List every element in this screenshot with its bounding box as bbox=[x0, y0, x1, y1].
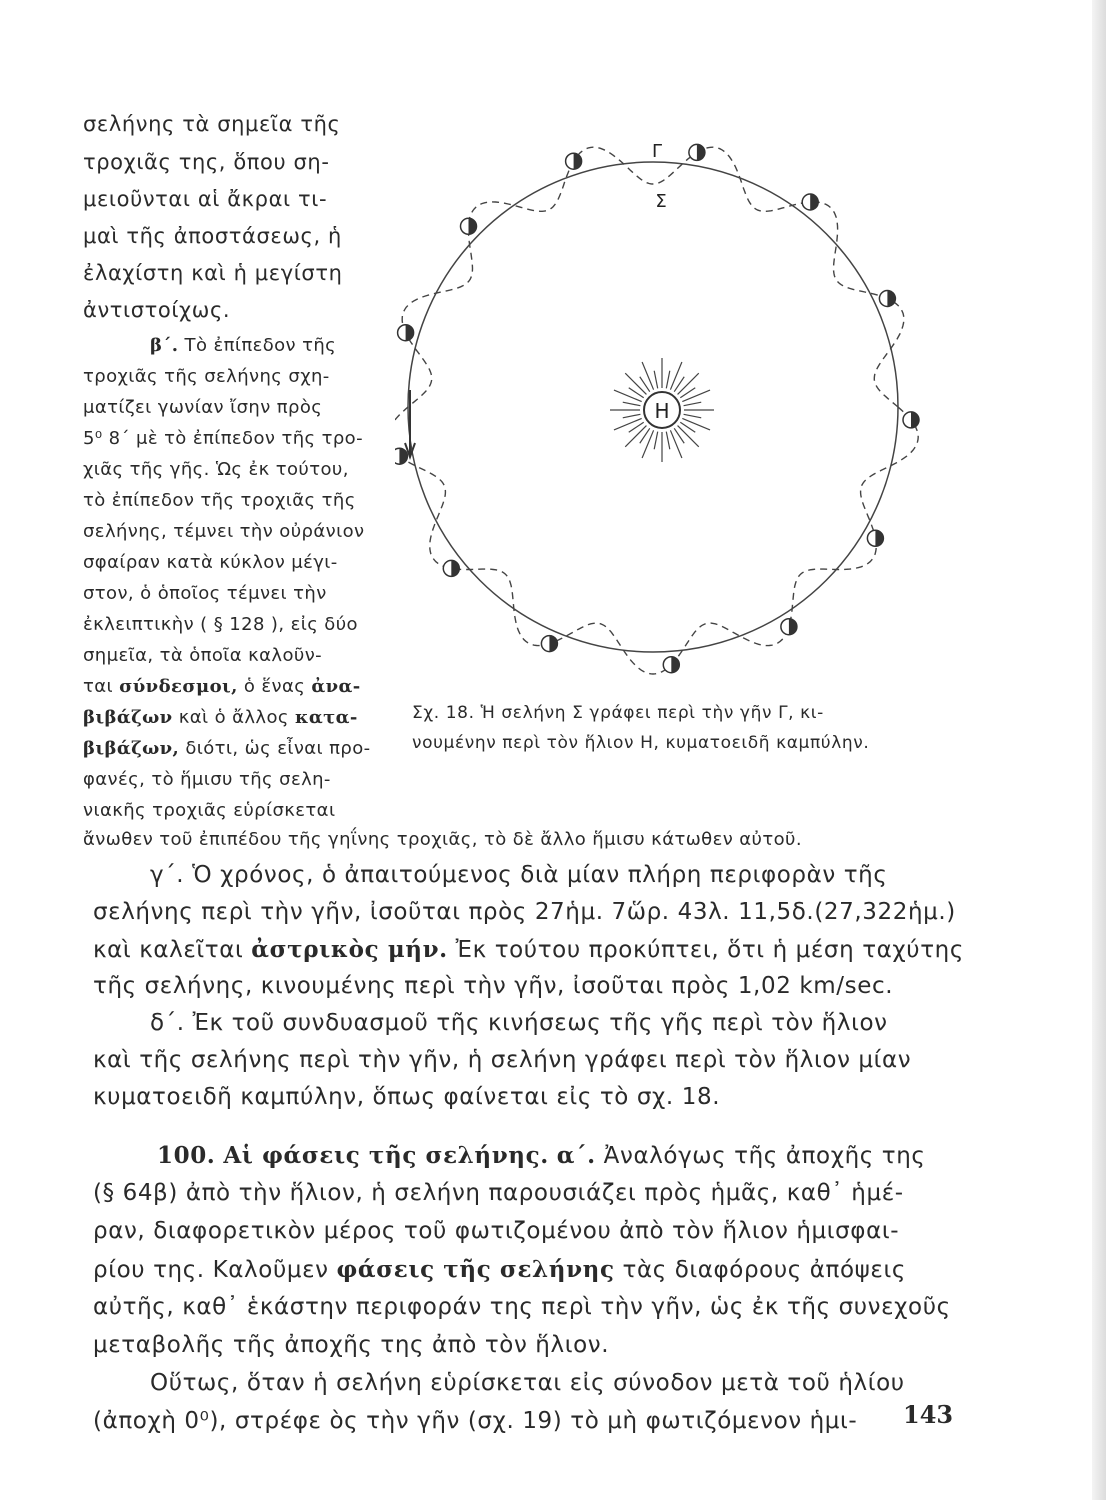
sun-ray bbox=[642, 362, 653, 390]
text-span: ρίου της. Καλοῦμεν bbox=[93, 1257, 329, 1283]
text-line: 5⁰ 8΄ μὲ τὸ ἐπίπεδον τῆς τρο- bbox=[83, 428, 363, 449]
text-line: Οὕτως, ὅταν ἡ σελήνη εὑρίσκεται εἰς σύνοδον μετὰ τοῦ ἡλίου bbox=[150, 1370, 905, 1396]
moon-shade bbox=[574, 153, 582, 169]
text-line: τροχιᾶς της, ὅπου ση- bbox=[83, 150, 330, 174]
orbit-figure bbox=[395, 135, 955, 680]
figure-caption-line: νουμένην περὶ τὸν ἥλιον Η, κυματοειδῆ καμπύλην. bbox=[412, 733, 870, 753]
text-span: ὁ ἕνας bbox=[243, 676, 306, 697]
earth-label: Γ bbox=[651, 141, 663, 162]
sun-ray bbox=[614, 418, 642, 429]
text-line: αὐτῆς, καθ᾽ ἑκάστην περιφοράν της περὶ τὴν γῆν, ὡς ἐκ τῆς συνεχοῦς bbox=[93, 1294, 951, 1320]
term-syndesmoi: σύνδεσμοι, bbox=[119, 676, 238, 697]
text-line: δ΄. Ἐκ τοῦ συνδυασμοῦ τῆς κινήσεως τῆς γῆς περὶ τὸν ἥλιον bbox=[150, 1010, 888, 1036]
moon-shade bbox=[451, 560, 459, 576]
text-span: διότι, ὡς εἶναι προ- bbox=[185, 738, 371, 759]
moon-shade bbox=[911, 412, 919, 428]
section-100-line-1 bbox=[157, 1142, 926, 1169]
moon-label: Σ bbox=[655, 191, 667, 212]
text-line: νιακῆς τροχιᾶς εὑρίσκεται bbox=[83, 800, 336, 821]
text-line: χιᾶς τῆς γῆς. Ὡς ἐκ τούτου, bbox=[83, 459, 349, 480]
sun-ray bbox=[623, 402, 641, 406]
sun-ray bbox=[670, 430, 681, 458]
text-line: ἐκλειπτικὴν ( § 128 ), εἰς δύο bbox=[83, 614, 358, 635]
text-line: τὸ ἐπίπεδον τῆς τροχιᾶς τῆς bbox=[83, 490, 356, 511]
section-number: 100. bbox=[157, 1142, 216, 1169]
text-line: ἀντιστοίχως. bbox=[83, 298, 231, 322]
moon-shade bbox=[875, 530, 883, 546]
beta-line-14 bbox=[83, 738, 371, 759]
section-100-line-4 bbox=[93, 1256, 906, 1283]
sun-ray bbox=[670, 362, 681, 390]
figure-caption-line: Σχ. 18. Ἡ σελήνη Σ γράφει περὶ τὴν γῆν Γ, κι- bbox=[412, 703, 824, 723]
text-span: τὰς διαφόρους ἀπόψεις bbox=[622, 1257, 906, 1283]
term-katavivazon: βιβάζων, bbox=[83, 738, 180, 759]
text-line: σημεῖα, τὰ ὁποῖα καλοῦν- bbox=[83, 645, 323, 666]
beta-line-1 bbox=[150, 335, 336, 356]
section-title: Αἱ φάσεις τῆς σελήνης. bbox=[223, 1142, 549, 1169]
text-line: σελήνης, τέμνει τὴν οὐράνιον bbox=[83, 521, 365, 542]
text-line: μαὶ τῆς ἀποστάσεως, ἡ bbox=[83, 224, 342, 248]
moon-shade bbox=[469, 218, 477, 234]
sun-ray bbox=[654, 371, 658, 389]
text-line: σφαίραν κατὰ κύκλον μέγι- bbox=[83, 552, 338, 573]
text-line: τροχιᾶς τῆς σελήνης σχη- bbox=[83, 366, 330, 387]
beta-line-1-text: Τὸ ἐπίπεδον τῆς bbox=[184, 335, 337, 356]
text-span: Ἐκ τούτου προκύπτει, ὅτι ἡ μέση ταχύτης bbox=[455, 937, 964, 963]
text-line: (ἀποχὴ 0⁰), στρέφε ὸς τὴν γῆν (σχ. 19) τὸ μὴ φωτιζόμενον ἡμι- bbox=[93, 1408, 858, 1434]
text-line: φανές, τὸ ἥμισυ τῆς σελη- bbox=[83, 769, 331, 790]
sun-ray bbox=[678, 373, 699, 394]
sun-ray bbox=[642, 430, 653, 458]
text-line: ἐλαχίστη καὶ ἡ μεγίστη bbox=[83, 261, 343, 285]
sun-ray bbox=[625, 373, 646, 394]
text-span: Ἀναλόγως τῆς ἀποχῆς της bbox=[603, 1143, 926, 1169]
gamma-line-3 bbox=[93, 936, 964, 963]
text-line: ἄνωθεν τοῦ ἐπιπέδου τῆς γηΐνης τροχιᾶς, τὸ δὲ ἄλλο ἥμισυ κάτωθεν αὐτοῦ. bbox=[83, 829, 802, 850]
sun-ray bbox=[684, 414, 702, 418]
term-astrikos-min: ἀστρικὸς μήν. bbox=[251, 936, 448, 963]
moon-shade bbox=[789, 619, 797, 635]
term-anavivazon-part: ἀνα- bbox=[311, 676, 361, 697]
sun-ray bbox=[654, 432, 658, 450]
alpha-marker: α΄. bbox=[556, 1142, 596, 1169]
beta-marker: β΄. bbox=[150, 335, 179, 356]
sun-label: Η bbox=[654, 399, 670, 423]
text-span: καὶ καλεῖται bbox=[93, 937, 244, 963]
beta-line-13 bbox=[83, 707, 358, 728]
term-katavivazon-part: κατα- bbox=[294, 707, 358, 728]
text-line: ραν, διαφορετικὸν μέρος τοῦ φωτιζομένου ἀπὸ τὸν ἥλιον ἡμισφαι- bbox=[93, 1218, 900, 1244]
sun-ray bbox=[666, 371, 670, 389]
text-line: μεταβολῆς τῆς ἀποχῆς της ἀπὸ τὸν ἥλιον. bbox=[93, 1332, 610, 1358]
sun-ray bbox=[623, 414, 641, 418]
page-edge bbox=[1092, 0, 1106, 1500]
text-line: στον, ὁ ὁποῖος τέμνει τὴν bbox=[83, 583, 327, 604]
text-line: τῆς σελήνης, κινουμένης περὶ τὴν γῆν, ἰσοῦται πρὸς 1,02 km/sec. bbox=[93, 973, 894, 999]
moon-shade bbox=[671, 657, 679, 673]
sun-ray bbox=[682, 390, 710, 401]
sun-ray bbox=[625, 426, 646, 447]
text-span: ται bbox=[83, 676, 113, 697]
text-line: καὶ τῆς σελήνης περὶ τὴν γῆν, ἡ σελήνη γράφει περὶ τὸν ἥλιον μίαν bbox=[93, 1047, 912, 1073]
beta-line-12 bbox=[83, 676, 361, 697]
text-line: μειοῦνται αἱ ἄκραι τι- bbox=[83, 187, 328, 211]
text-line: σελήνης περὶ τὴν γῆν, ἰσοῦται πρὸς 27ἡμ. 7ὥρ. 43λ. 11,5δ.(27,322ἡμ.) bbox=[93, 899, 956, 925]
sun-ray bbox=[666, 432, 670, 450]
text-line: σελήνης τὰ σημεῖα τῆς bbox=[83, 112, 341, 136]
moon-shade bbox=[810, 194, 818, 210]
term-faseis: φάσεις τῆς σελήνης bbox=[336, 1256, 615, 1283]
moon-shade bbox=[406, 325, 414, 341]
sun-ray bbox=[678, 426, 699, 447]
sun-ray bbox=[682, 418, 710, 429]
moon-shade bbox=[549, 636, 557, 652]
text-line: (§ 64β) ἀπὸ τὴν ἥλιον, ἡ σελήνη παρουσιάζει πρὸς ἡμᾶς, καθ᾽ ἡμέ- bbox=[93, 1180, 904, 1206]
page-number: 143 bbox=[903, 1400, 954, 1429]
text-line: γ΄. Ὁ χρόνος, ὁ ἀπαιτούμενος διὰ μίαν πλήρη περιφορὰν τῆς bbox=[150, 862, 888, 888]
text-line: κυματοειδῆ καμπύλην, ὅπως φαίνεται εἰς τὸ σχ. 18. bbox=[93, 1084, 721, 1110]
moon-shade bbox=[399, 448, 407, 464]
text-line: ματίζει γωνίαν ἴσην πρὸς bbox=[83, 397, 323, 418]
term-anavivazon: βιβάζων bbox=[83, 707, 173, 728]
text-span: καὶ ὁ ἄλλος bbox=[178, 707, 289, 728]
sun-ray bbox=[684, 402, 702, 406]
sun-ray bbox=[614, 390, 642, 401]
moon-shade bbox=[697, 144, 705, 160]
moon-shade bbox=[887, 291, 895, 307]
